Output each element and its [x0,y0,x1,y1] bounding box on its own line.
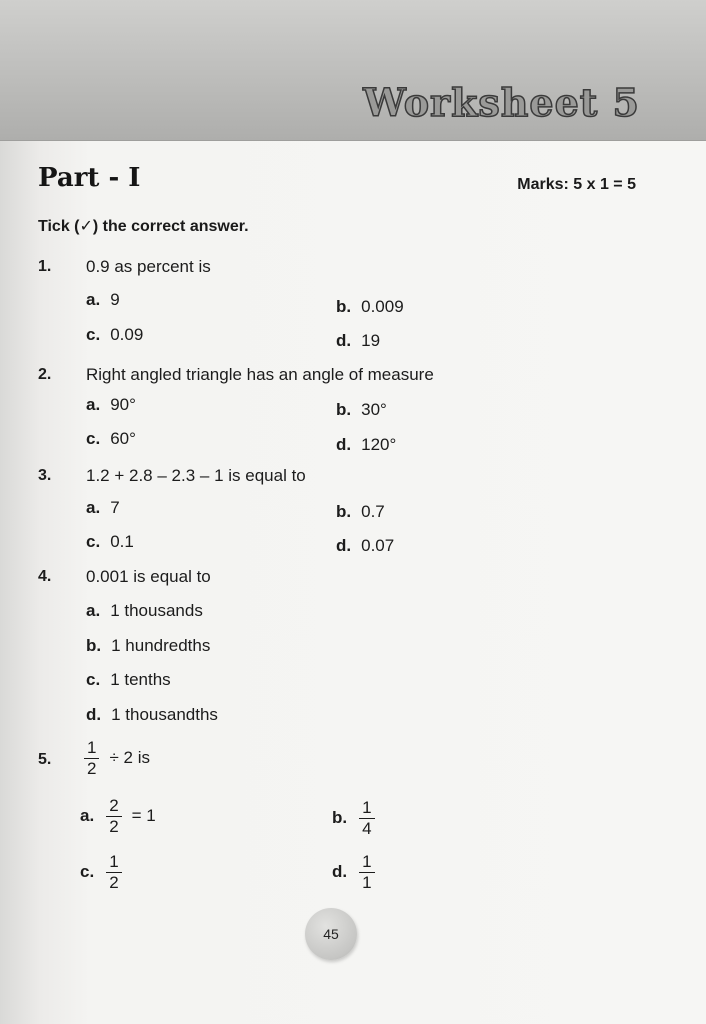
marks-label: Marks: 5 x 1 = 5 [517,176,636,193]
option-text: 1 hundredths [111,636,211,655]
q4-option-c[interactable] [86,670,171,690]
option-letter: b. [336,400,352,419]
q4-option-a[interactable] [86,601,203,621]
option-letter: c. [80,862,95,882]
page-number: 45 [323,926,339,942]
option-letter: b. [86,636,102,655]
option-letter: c. [86,429,101,448]
option-letter: d. [336,331,352,350]
q1-option-a[interactable] [86,290,120,310]
option-letter: a. [86,290,101,309]
option-letter: b. [332,808,348,828]
instruction: Tick (✓) the correct answer. [38,218,249,235]
option-text: 1 thousandths [111,705,218,724]
fraction-numerator: 2 [106,797,121,817]
option-fraction [106,797,121,836]
q3-option-d[interactable] [336,536,394,556]
option-letter: c. [86,325,101,344]
q1-option-d[interactable] [336,331,380,351]
option-letter: d. [86,705,102,724]
option-text: 9 [110,290,120,309]
question-4-text: 0.001 is equal to [86,567,211,586]
q2-option-a[interactable] [86,395,136,415]
option-letter: c. [86,532,101,551]
q3-option-c[interactable] [86,532,134,552]
option-text: 120° [361,435,397,454]
fraction-denominator: 2 [109,816,119,836]
question-3-number: 3. [38,467,52,484]
question-2-number: 2. [38,366,52,383]
q1-option-c[interactable] [86,325,143,345]
option-text: = 1 [131,806,156,826]
q5-option-a[interactable] [80,797,156,836]
option-text: 0.009 [361,297,404,316]
option-letter: a. [80,806,95,826]
option-text: 7 [110,498,120,517]
q2-option-b[interactable] [336,400,387,420]
option-text: 0.7 [361,502,385,521]
q5-option-c[interactable] [80,853,122,892]
fraction-denominator: 2 [109,872,119,892]
option-letter: d. [332,862,348,882]
option-text: 1 tenths [110,670,171,689]
question-5-stem [84,739,150,778]
q4-option-d[interactable] [86,705,218,725]
option-letter: c. [86,670,101,689]
question-5-number: 5. [38,751,52,768]
fraction-numerator: 1 [84,739,99,759]
option-text: 60° [110,429,136,448]
option-text: 19 [361,331,381,350]
fraction-numerator: 1 [359,853,374,873]
option-letter: b. [336,297,352,316]
page-number-badge [305,908,357,960]
q1-option-b[interactable] [336,297,404,317]
option-fraction [359,853,374,892]
question-2-text: Right angled triangle has an angle of measure [86,365,434,384]
option-letter: a. [86,601,101,620]
option-letter: d. [336,536,352,555]
q2-option-d[interactable] [336,435,396,455]
fraction-denominator: 2 [87,758,97,778]
option-text: 30° [361,400,387,419]
fraction-numerator: 1 [359,799,374,819]
option-letter: a. [86,395,101,414]
q3-option-b[interactable] [336,502,385,522]
option-text: 0.09 [110,325,144,344]
worksheet-title: Worksheet 5 [363,80,640,125]
option-text: 1 thousands [110,601,203,620]
option-text: 90° [110,395,136,414]
part-title: Part - I [38,163,141,193]
q2-option-c[interactable] [86,429,136,449]
option-fraction [359,799,374,838]
fraction-denominator: 1 [362,872,372,892]
q3-option-a[interactable] [86,498,120,518]
option-letter: d. [336,435,352,454]
question-1-number: 1. [38,258,52,275]
option-text: 0.1 [110,532,134,551]
q4-option-b[interactable] [86,636,210,656]
fraction-denominator: 4 [362,818,372,838]
option-letter: b. [336,502,352,521]
stem-fraction [84,739,99,778]
option-letter: a. [86,498,101,517]
question-3-text: 1.2 + 2.8 – 2.3 – 1 is equal to [86,466,306,485]
option-text: 0.07 [361,536,395,555]
question-1-text: 0.9 as percent is [86,257,211,276]
option-fraction [106,853,121,892]
question-4-number: 4. [38,568,52,585]
q5-option-b[interactable] [332,799,375,838]
stem-text: ÷ 2 is [109,748,150,768]
q5-option-d[interactable] [332,853,375,892]
fraction-numerator: 1 [106,853,121,873]
